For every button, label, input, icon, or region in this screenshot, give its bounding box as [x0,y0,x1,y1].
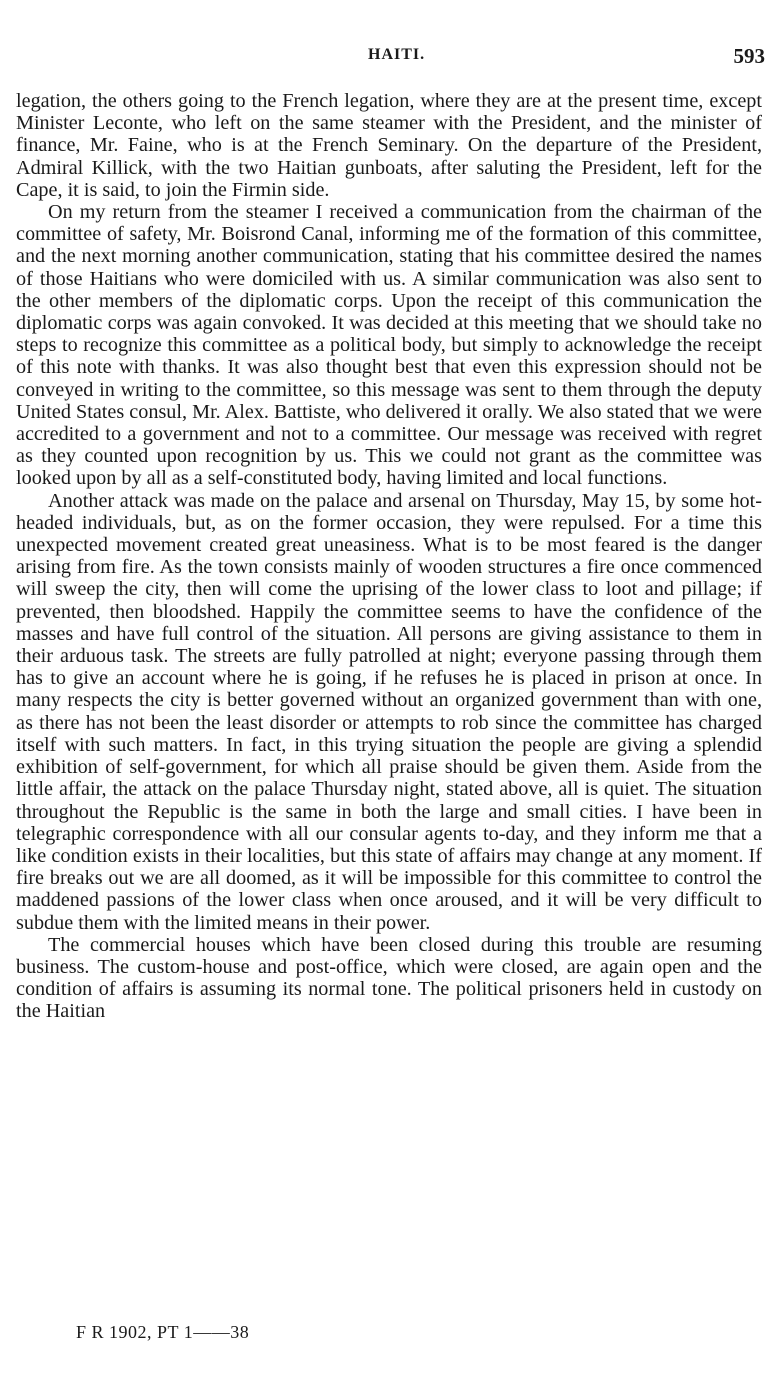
page-number: 593 [733,44,765,68]
paragraph-4: The commercial houses which have been closed during this trouble are resuming business. The custom-house and post-office, which were closed, are again open and the condition of affairs is assuming its normal tone. The political prisoners held in custody on the Haitian [16,933,762,1023]
body-text [16,90,762,1023]
footer-signature: F R 1902, PT 1——38 [76,1322,250,1342]
paragraph-2: On my return from the steamer I received a communication from the chairman of the committee of safety, Mr. Boisrond Canal, informing me of the formation of this committee, and the next morning another communication, stating that his committee desired the names of those Haitians who were domiciled with us. A similar communication was also sent to the other members of the diplomatic corps. Upon the receipt of this communication the diplomatic corps was again convoked. It was decided at this meeting that we should take no steps to recognize this committee as a political body, but simply to acknowledge the receipt of this note with thanks. It was also thought best that even this expression should not be conveyed in writing to the committee, so this message was sent to them through the deputy United States consul, Mr. Alex. Battiste, who delivered it orally. We also stated that we were accredited to a government and not to a committee. Our message was received with regret as they counted upon recognition by us. This we could not grant as the committee was looked upon by all as a self-constituted body, having limited and local functions. [16,201,762,490]
running-title: HAITI. [368,46,426,63]
paragraph-3: Another attack was made on the palace and arsenal on Thursday, May 15, by some hot-headed individuals, but, as on the former occasion, they were repulsed. For a time this unexpected movement created great uneasiness. What is to be most feared is the danger arising from fire. As the town consists mainly of wooden structures a fire once commenced will sweep the city, then will come the uprising of the lower class to loot and pillage; if prevented, then bloodshed. Happily the committee seems to have the confidence of the masses and have full control of the situation. All persons are giving assistance to them in their arduous task. The streets are fully patrolled at night; everyone passing through them has to give an account where he is going, if he refuses he is placed in prison at once. In many respects the city is better governed without an organized government than with one, as there has not been the least disorder or attempts to rob since the committee has charged itself with such matters. In fact, in this trying situation the people are giving a splendid exhibition of self-government, for which all praise should be given them. Aside from the little affair, the attack on the palace Thursday night, stated above, all is quiet. The situation throughout the Republic is the same in both the large and small cities. I have been in telegraphic correspondence with all our consular agents to-day, and they inform me that a like condition exists in their localities, but this state of affairs may change at any moment. If fire breaks out we are all doomed, as it will be impossible for this committee to control the maddened passions of the lower class when once aroused, and it will be very difficult to subdue them with the limited means in their power. [16,489,762,934]
paragraph-1: legation, the others going to the French legation, where they are at the present time, except Minister Leconte, who left on the same steamer with the President, and the minister of finance, Mr. Faine, who is at the French Seminary. On the departure of the President, Admiral Killick, with the two Haitian gunboats, after saluting the President, left for the Cape, it is said, to join the Firmin side. [16,90,762,201]
running-head [0,44,775,74]
